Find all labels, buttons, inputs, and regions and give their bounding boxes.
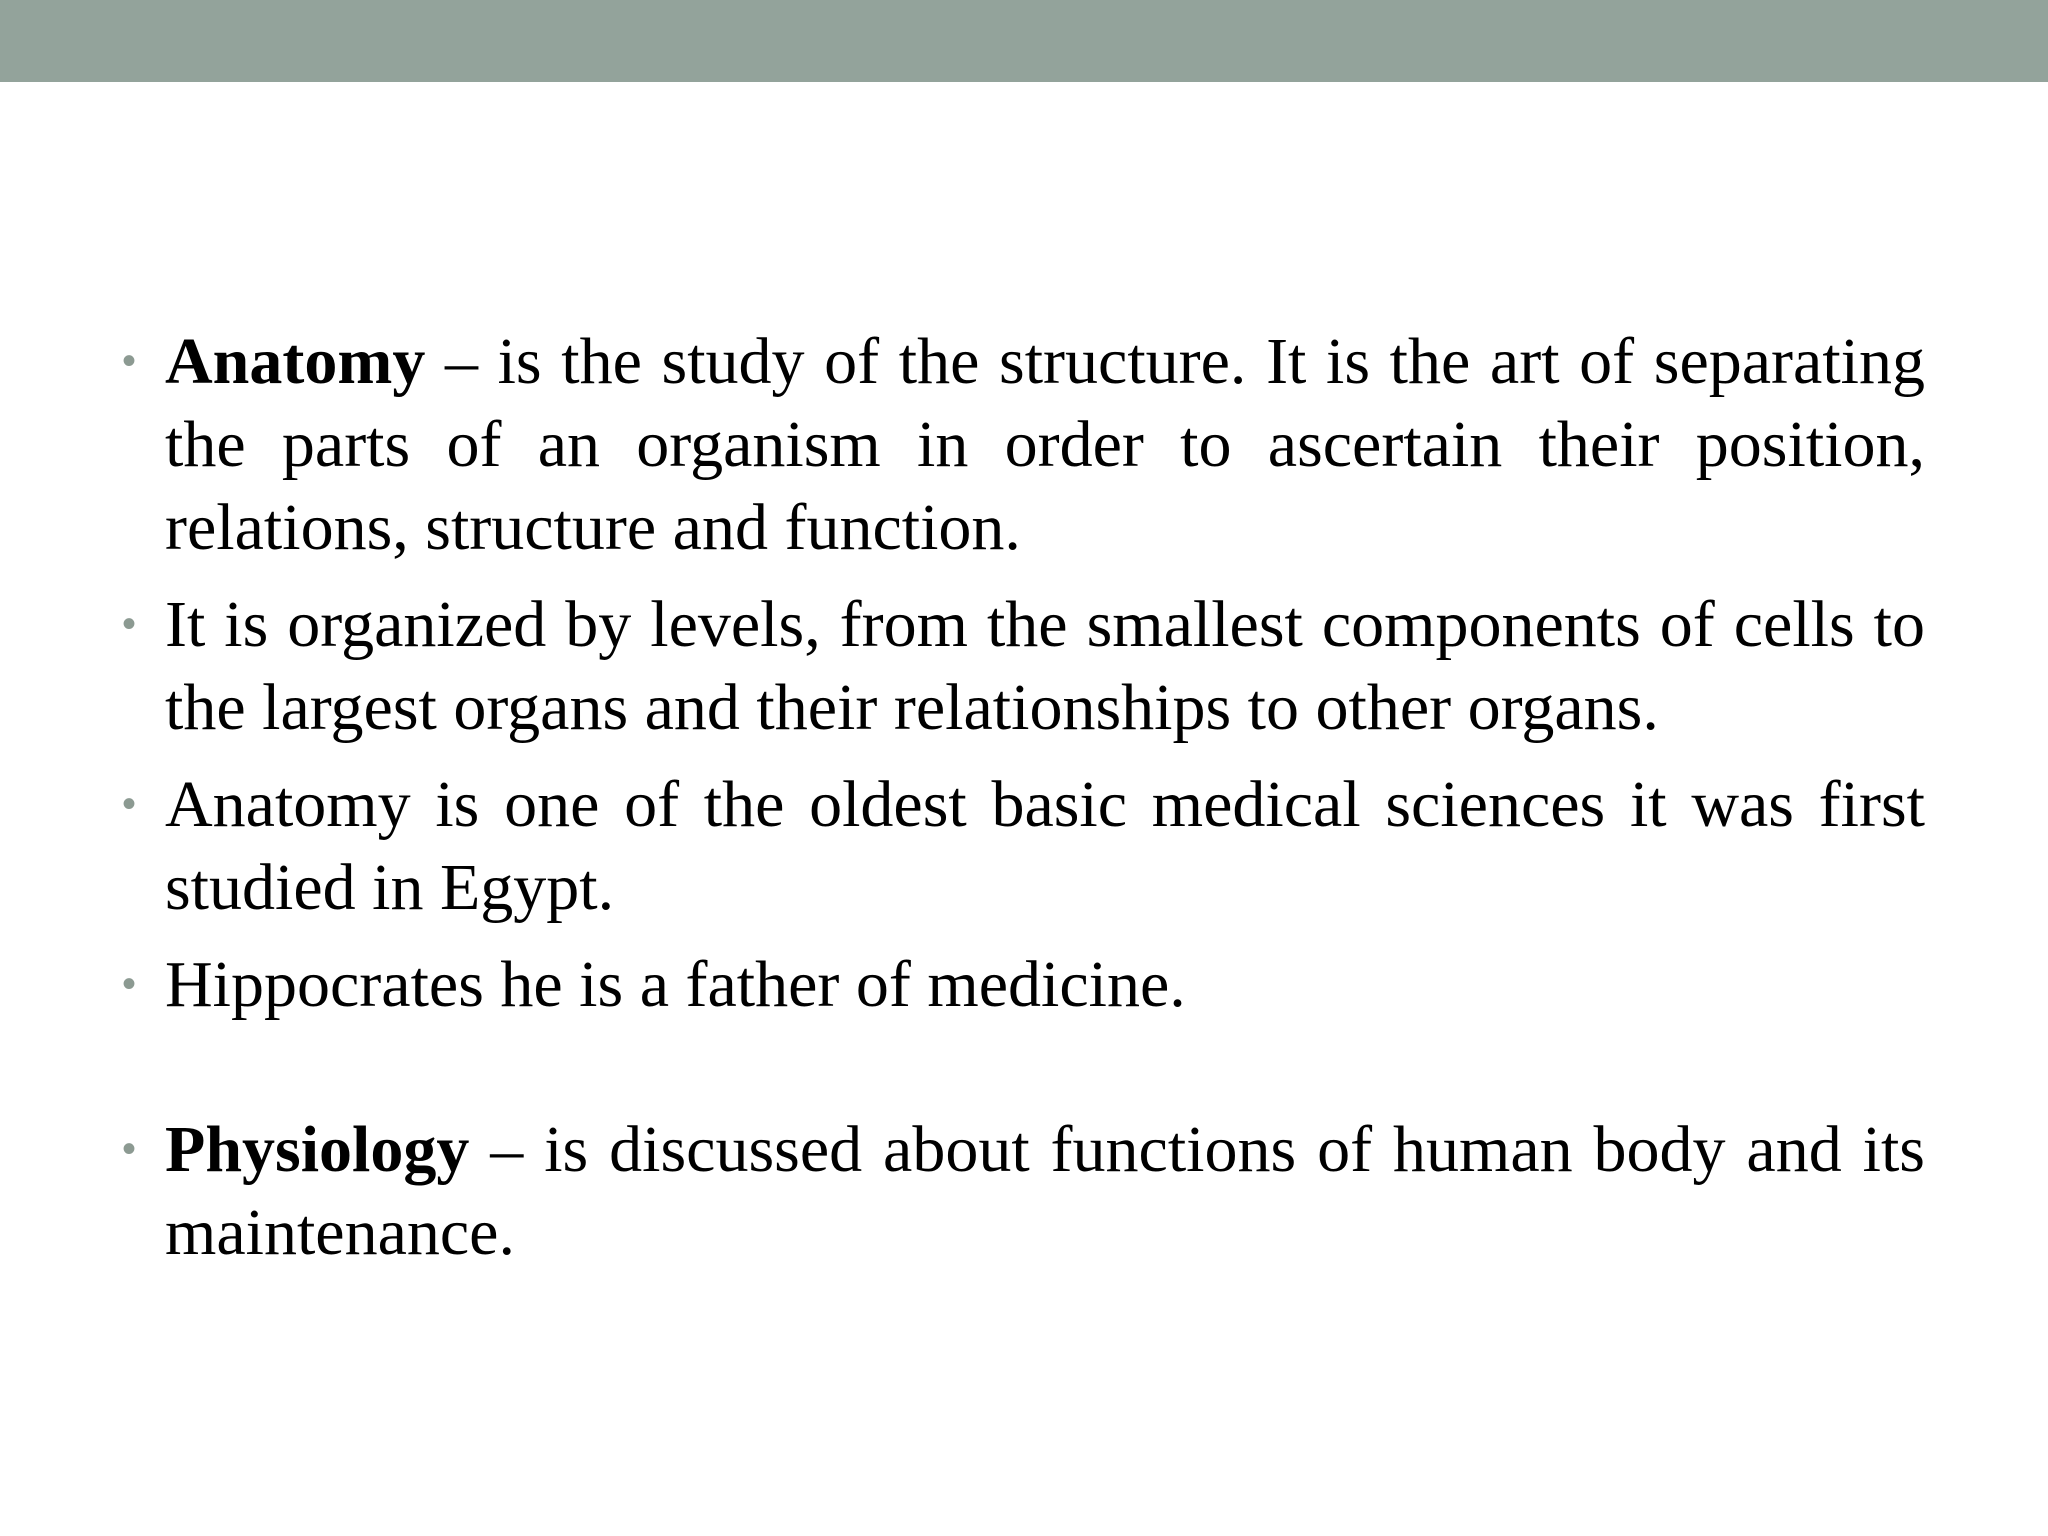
bullet-list <box>120 320 1925 1274</box>
slide-header-band <box>0 0 2048 82</box>
bullet-text: Anatomy is one of the oldest basic medical sciences it was first studied in Egypt. <box>165 768 1925 924</box>
bullet-text: – is discussed about functions of human body and its maintenance. <box>165 1113 1925 1269</box>
slide-content <box>120 320 1925 1288</box>
bullet-anatomy-definition <box>120 320 1925 569</box>
term-physiology: Physiology <box>165 1113 470 1186</box>
bullet-organization-levels <box>120 583 1925 749</box>
bullet-physiology-definition <box>120 1108 1925 1274</box>
bullet-text: – is the study of the structure. It is the art of separating the parts of an organism in order to ascertain their position, relations, structure and function. <box>165 325 1925 564</box>
bullet-icon: • <box>122 962 137 1006</box>
bullet-icon: • <box>122 782 137 826</box>
bullet-icon: • <box>122 602 137 646</box>
bullet-anatomy-history <box>120 763 1925 929</box>
bullet-text: Hippocrates he is a father of medicine. <box>165 948 1186 1021</box>
bullet-icon: • <box>122 339 137 383</box>
term-anatomy: Anatomy <box>165 325 426 398</box>
bullet-hippocrates <box>120 943 1925 1026</box>
bullet-text: It is organized by levels, from the smallest components of cells to the largest organs and their relationships to other organs. <box>165 588 1925 744</box>
bullet-icon: • <box>122 1127 137 1171</box>
